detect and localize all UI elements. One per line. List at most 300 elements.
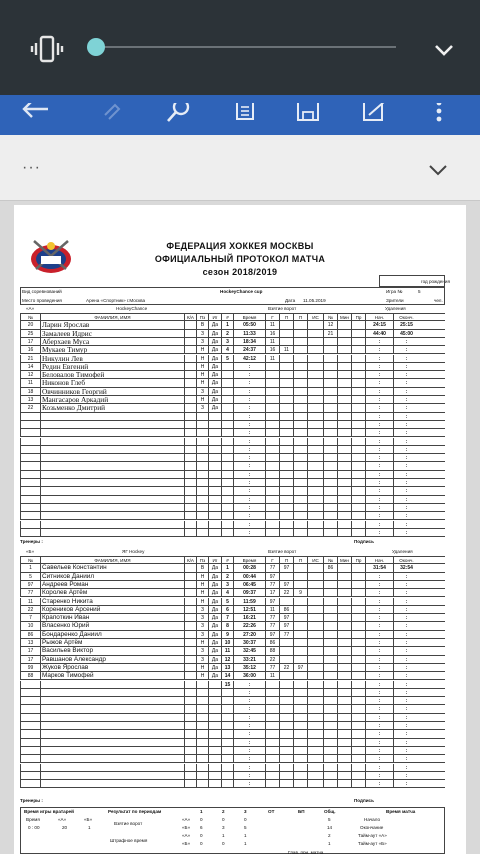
table-row xyxy=(20,330,445,338)
vibrate-icon[interactable] xyxy=(30,32,64,66)
team-b-cell-pr xyxy=(351,622,365,629)
team-a-cell-pr xyxy=(351,438,365,445)
team-a-cell-is xyxy=(307,346,323,353)
document-page xyxy=(14,205,466,854)
team-b-cell-name: Марков Тимофей xyxy=(40,672,184,679)
table-row xyxy=(20,471,445,479)
team-a-cell-no xyxy=(20,487,40,494)
team-a-col-time: Время xyxy=(233,314,265,320)
team-a-cell-time: : xyxy=(233,504,265,511)
team-a-cell-pr xyxy=(351,446,365,453)
team-b-cell-name xyxy=(40,705,184,712)
pen-a-total: 2 xyxy=(328,833,331,838)
team-b-cell-goal_no xyxy=(221,730,233,737)
team-a-cell-min xyxy=(337,346,351,353)
team-a-cell-ka xyxy=(184,371,196,378)
team-a-cell-a1 xyxy=(279,512,293,519)
team-b-cell-pos: Н xyxy=(196,639,208,646)
team-a-cell-a2 xyxy=(293,388,307,395)
team-b-cell-play: Да xyxy=(208,656,221,663)
team-b-cell-end: : xyxy=(393,573,419,580)
team-a-cell-pen_no xyxy=(323,529,337,536)
volume-slider-track[interactable] xyxy=(96,46,396,48)
team-b-cell-time: 12:51 xyxy=(233,606,265,613)
team-a-cell-pos xyxy=(196,529,208,536)
team-a-cell-pos: Н xyxy=(196,371,208,378)
team-a-cell-time: : xyxy=(233,521,265,528)
team-a-cell-start: : xyxy=(365,379,393,386)
team-b-cell-start: : xyxy=(365,606,393,613)
table-row xyxy=(20,487,445,495)
team-b-col-is: ИС xyxy=(307,557,323,563)
team-b-cell-ka xyxy=(184,639,196,646)
team-a-cell-a2 xyxy=(293,404,307,411)
goalie-b-value: 1 xyxy=(88,825,91,830)
team-a-col-no: № xyxy=(20,314,40,320)
team-b-cell-goal_no: 8 xyxy=(221,622,233,629)
team-a-cell-goal_no xyxy=(221,454,233,461)
team-b-cell-name xyxy=(40,755,184,762)
team-a-cell-time: : xyxy=(233,512,265,519)
team-a-cell-start: : xyxy=(365,446,393,453)
team-b-cell-time: 33:21 xyxy=(233,656,265,663)
team-b-cell-pr xyxy=(351,598,365,605)
team-a-cell-goal_no xyxy=(221,529,233,536)
team-b-cell-a2 xyxy=(293,681,307,688)
team-b-cell-play xyxy=(208,780,221,787)
team-a-cell-goal_no xyxy=(221,388,233,395)
team-b-cell-is xyxy=(307,589,323,596)
team-b-cell-pos xyxy=(196,722,208,729)
team-a-cell-play xyxy=(208,479,221,486)
team-b-cell-pen_no xyxy=(323,614,337,621)
team-b-cell-goal_no: 1 xyxy=(221,564,233,571)
team-a-cell-is xyxy=(307,330,323,337)
team-b-cell-is xyxy=(307,697,323,704)
team-a-cell-a1 xyxy=(279,371,293,378)
team-a-cell-is xyxy=(307,446,323,453)
team-b-cell-min xyxy=(337,656,351,663)
team-b-cell-name: Васильев Виктор xyxy=(40,647,184,654)
team-a-cell-a1 xyxy=(279,454,293,461)
team-a-cell-a2 xyxy=(293,496,307,503)
shootout-header: БП xyxy=(298,809,305,814)
more-vertical-icon[interactable] xyxy=(428,95,450,135)
team-a-cell-ka xyxy=(184,346,196,353)
team-a-cell-end: 25:15 xyxy=(393,321,419,328)
team-b-cell-min xyxy=(337,747,351,754)
more-options-icon[interactable]: ··· xyxy=(22,159,41,176)
team-a-cell-a1 xyxy=(279,462,293,469)
team-a-cell-ka xyxy=(184,438,196,445)
team-b-cell-pr xyxy=(351,722,365,729)
team-a-cell-ka xyxy=(184,338,196,345)
team-b-cell-ka xyxy=(184,764,196,771)
team-a-cell-no: 11 xyxy=(20,379,40,386)
team-a-cell-play: Да xyxy=(208,355,221,362)
team-a-cell-g xyxy=(265,487,279,494)
team-a-cell-goal_no xyxy=(221,487,233,494)
table-row xyxy=(20,462,445,470)
table-row xyxy=(20,404,445,412)
team-a-col-ka: К/А xyxy=(184,314,196,320)
team-a-cell-g xyxy=(265,396,279,403)
team-a-cell-no xyxy=(20,521,40,528)
team-a-cell-a1 xyxy=(279,413,293,420)
back-arrow-icon[interactable] xyxy=(18,95,52,135)
team-a-cell-pr xyxy=(351,471,365,478)
venue-value: Арена «Спортник» г.Москва xyxy=(86,298,146,303)
team-b-cell-is xyxy=(307,606,323,613)
team-b-cell-pr xyxy=(351,614,365,621)
team-a-cell-start: : xyxy=(365,504,393,511)
team-b-cell-end: : xyxy=(393,681,419,688)
birth-year-label: год рождения xyxy=(421,279,450,284)
team-b-cell-min xyxy=(337,614,351,621)
team-b-cell-end: : xyxy=(393,739,419,746)
team-a-cell-a2 xyxy=(293,446,307,453)
team-a-cell-g xyxy=(265,512,279,519)
team-b-cell-min xyxy=(337,622,351,629)
team-b-cell-goal_no: 14 xyxy=(221,672,233,679)
team-b-cell-g: 17 xyxy=(265,589,279,596)
team-b-cell-start: : xyxy=(365,573,393,580)
team-b-cell-start: : xyxy=(365,714,393,721)
team-b-cell-pen_no xyxy=(323,631,337,638)
team-a-cell-end: : xyxy=(393,529,419,536)
table-row xyxy=(20,656,445,664)
chevron-down-icon[interactable] xyxy=(430,36,458,64)
chief-referee-label: Глав. при. матча xyxy=(288,850,324,854)
team-a-cell-time: : xyxy=(233,479,265,486)
team-a-cell-a1 xyxy=(279,529,293,536)
reading-view-icon[interactable] xyxy=(230,95,260,135)
team-a-cell-is xyxy=(307,504,323,511)
team-a-cell-a1 xyxy=(279,521,293,528)
team-a-cell-goal_no xyxy=(221,404,233,411)
team-a-cell-play: Да xyxy=(208,404,221,411)
team-b-cell-is xyxy=(307,722,323,729)
team-b-cell-name xyxy=(40,780,184,787)
team-b-cell-no xyxy=(20,780,40,787)
team-a-cell-pen_no xyxy=(323,512,337,519)
team-b-cell-play xyxy=(208,739,221,746)
team-b-cell-a1: 97 xyxy=(279,564,293,571)
team-b-cell-start: : xyxy=(365,705,393,712)
team-a-cell-goal_no xyxy=(221,521,233,528)
team-b-cell-play: Да xyxy=(208,598,221,605)
table-row xyxy=(20,647,445,655)
team-a-cell-pr xyxy=(351,404,365,411)
team-a-cell-g xyxy=(265,496,279,503)
team-a-cell-name: Беловалов Тимофей xyxy=(40,371,184,378)
table-row xyxy=(20,438,445,446)
volume-slider-handle[interactable] xyxy=(87,38,105,56)
expand-ribbon-chevron-icon[interactable] xyxy=(426,158,450,182)
team-a-cell-pos: Н xyxy=(196,363,208,370)
pen-icon[interactable] xyxy=(98,95,128,135)
team-b-cell-ka xyxy=(184,631,196,638)
team-b-cell-play xyxy=(208,681,221,688)
team-a-cell-a1 xyxy=(279,404,293,411)
team-b-cell-g: 77 xyxy=(265,581,279,588)
team-a-cell-start: : xyxy=(365,363,393,370)
team-b-cell-no: 99 xyxy=(20,664,40,671)
team-a-cell-start: : xyxy=(365,438,393,445)
team-a-cell-pr xyxy=(351,529,365,536)
team-a-cell-pos xyxy=(196,487,208,494)
save-icon[interactable] xyxy=(292,95,324,135)
team-a-cell-end: : xyxy=(393,479,419,486)
team-b-cell-start: : xyxy=(365,672,393,679)
team-b-cell-time: 06:45 xyxy=(233,581,265,588)
team-a-cell-min xyxy=(337,355,351,362)
team-a-cell-play: Да xyxy=(208,321,221,328)
team-a-cell-no: 16 xyxy=(20,346,40,353)
team-a-cell-name xyxy=(40,529,184,536)
team-b-cell-g xyxy=(265,764,279,771)
team-a-cell-a2 xyxy=(293,438,307,445)
team-b-cell-a1 xyxy=(279,764,293,771)
team-b-cell-g: 97 xyxy=(265,598,279,605)
team-a-cell-pos xyxy=(196,504,208,511)
team-b-cell-a2 xyxy=(293,573,307,580)
team-a-cell-pen_no xyxy=(323,371,337,378)
team-a-col-pr: Пр xyxy=(351,314,365,320)
team-b-cell-a2 xyxy=(293,672,307,679)
team-b-cell-start: : xyxy=(365,747,393,754)
team-a-cell-a1 xyxy=(279,388,293,395)
team-a-cell-g xyxy=(265,462,279,469)
team-b-cell-a2 xyxy=(293,647,307,654)
team-a-cell-pr xyxy=(351,355,365,362)
team-b-cell-goal_no: 13 xyxy=(221,664,233,671)
team-b-cell-ka xyxy=(184,689,196,696)
team-a-cell-min xyxy=(337,471,351,478)
team-a-header-row xyxy=(20,313,445,321)
team-a-cell-a1 xyxy=(279,438,293,445)
team-a-cell-pen_no xyxy=(323,521,337,528)
team-a-cell-ka xyxy=(184,330,196,337)
team-a-cell-is xyxy=(307,479,323,486)
team-b-cell-no xyxy=(20,722,40,729)
team-a-cell-min xyxy=(337,521,351,528)
team-b-cell-goal_no xyxy=(221,755,233,762)
team-b-cell-name xyxy=(40,681,184,688)
team-a-cell-play xyxy=(208,529,221,536)
team-b-cell-min xyxy=(337,681,351,688)
team-a-cell-g xyxy=(265,471,279,478)
team-a-cell-a1 xyxy=(279,338,293,345)
team-b-cell-a2 xyxy=(293,622,307,629)
team-a-cell-play xyxy=(208,521,221,528)
team-a-cell-name: Мукаев Тимур xyxy=(40,346,184,353)
team-b-cell-min xyxy=(337,730,351,737)
table-row xyxy=(20,606,445,614)
team-a-cell-ka xyxy=(184,512,196,519)
team-b-cell-is xyxy=(307,730,323,737)
team-a-cell-g xyxy=(265,438,279,445)
team-b-cell-pos xyxy=(196,739,208,746)
team-a-cell-pr xyxy=(351,379,365,386)
team-a-cell-min xyxy=(337,479,351,486)
team-b-cell-a2 xyxy=(293,631,307,638)
team-a-cell-a2 xyxy=(293,330,307,337)
team-b-cell-is xyxy=(307,772,323,779)
goals-a-period-value: 0 xyxy=(222,817,225,822)
team-a-cell-play xyxy=(208,487,221,494)
team-a-cell-a1 xyxy=(279,487,293,494)
goalie-a-header: «А» xyxy=(58,817,67,822)
team-b-cell-play: Да xyxy=(208,606,221,613)
team-a-cell-g xyxy=(265,521,279,528)
team-b-cell-end: : xyxy=(393,714,419,721)
team-b-col-end: Оконч. xyxy=(393,557,419,563)
team-a-cell-a1 xyxy=(279,379,293,386)
team-b-cell-pos xyxy=(196,747,208,754)
team-a-cell-ka xyxy=(184,479,196,486)
team-a-cell-ka xyxy=(184,363,196,370)
team-b-cell-goal_no: 12 xyxy=(221,656,233,663)
team-a-cell-name xyxy=(40,479,184,486)
team-b-cell-a1 xyxy=(279,739,293,746)
team-b-cell-a1 xyxy=(279,647,293,654)
team-b-cell-time: 35:12 xyxy=(233,664,265,671)
team-a-cell-no xyxy=(20,413,40,420)
team-b-cell-g xyxy=(265,705,279,712)
team-a-cell-g xyxy=(265,379,279,386)
team-a-cell-name xyxy=(40,446,184,453)
share-edit-icon[interactable] xyxy=(358,95,390,135)
team-b-cell-a1: 22 xyxy=(279,664,293,671)
team-b-cell-pos: З xyxy=(196,606,208,613)
team-a-cell-g xyxy=(265,529,279,536)
table-row xyxy=(20,496,445,504)
team-b-cell-pr xyxy=(351,656,365,663)
team-b-cell-name xyxy=(40,689,184,696)
team-b-cell-g xyxy=(265,689,279,696)
team-b-col-a2: П xyxy=(293,557,307,563)
team-b-cell-a1 xyxy=(279,598,293,605)
team-b-cell-ka xyxy=(184,656,196,663)
team-a-cell-pos: Н xyxy=(196,379,208,386)
team-b-cell-is xyxy=(307,681,323,688)
team-a-cell-time: 11:33 xyxy=(233,330,265,337)
team-a-cell-start: : xyxy=(365,521,393,528)
team-a-cell-is xyxy=(307,521,323,528)
team-a-cell-g: 11 xyxy=(265,355,279,362)
team-a-cell-no xyxy=(20,512,40,519)
team-a-cell-play: Да xyxy=(208,330,221,337)
team-b-cell-min xyxy=(337,589,351,596)
team-b-cell-is xyxy=(307,564,323,571)
goals-row-label: Взятие ворот xyxy=(114,821,143,826)
team-a-cell-play: Да xyxy=(208,396,221,403)
team-a-cell-no xyxy=(20,496,40,503)
team-a-cell-is xyxy=(307,404,323,411)
team-b-cell-no: 7 xyxy=(20,614,40,621)
team-a-col-min: Мин xyxy=(337,314,351,320)
team-a-cell-is xyxy=(307,379,323,386)
team-b-cell-play: Да xyxy=(208,639,221,646)
team-a-cell-g xyxy=(265,371,279,378)
team-a-cell-pr xyxy=(351,521,365,528)
team-b-penalties-header: Удаления xyxy=(392,549,413,554)
team-a-cell-a1 xyxy=(279,504,293,511)
team-b-cell-is xyxy=(307,614,323,621)
table-row xyxy=(20,764,445,772)
team-a-cell-name: Аберхаев Муса xyxy=(40,338,184,345)
team-b-cell-no: 88 xyxy=(20,672,40,679)
team-b-cell-goal_no xyxy=(221,705,233,712)
table-row xyxy=(20,573,445,581)
team-b-cell-name: Кореников Арсений xyxy=(40,606,184,613)
team-b-cell-a2 xyxy=(293,689,307,696)
team-a-tag: «А» xyxy=(26,306,35,311)
team-b-cell-time: : xyxy=(233,697,265,704)
search-icon[interactable] xyxy=(162,95,196,135)
team-a-cell-a1 xyxy=(279,355,293,362)
team-a-cell-is xyxy=(307,471,323,478)
table-row xyxy=(20,755,445,763)
team-a-cell-pos xyxy=(196,479,208,486)
team-a-cell-pr xyxy=(351,479,365,486)
team-a-cell-a2 xyxy=(293,471,307,478)
team-b-cell-no xyxy=(20,755,40,762)
team-a-cell-goal_no: 1 xyxy=(221,321,233,328)
team-b-cell-a1 xyxy=(279,730,293,737)
team-a-cell-name xyxy=(40,454,184,461)
team-b-cell-a1 xyxy=(279,697,293,704)
team-b-cell-is xyxy=(307,705,323,712)
team-b-cell-a2 xyxy=(293,739,307,746)
team-a-cell-min xyxy=(337,379,351,386)
team-b-cell-time: : xyxy=(233,772,265,779)
team-a-cell-pr xyxy=(351,429,365,436)
team-a-cell-play: Да xyxy=(208,338,221,345)
team-b-cell-pen_no xyxy=(323,672,337,679)
team-b-cell-is xyxy=(307,739,323,746)
table-row xyxy=(20,705,445,713)
team-a-cell-a2 xyxy=(293,413,307,420)
team-a-cell-goal_no xyxy=(221,462,233,469)
team-b-col-min: Мин xyxy=(337,557,351,563)
team-b-cell-pen_no xyxy=(323,639,337,646)
overtime-header: ОТ xyxy=(268,809,275,814)
team-a-cell-play xyxy=(208,512,221,519)
team-b-cell-pos: Н xyxy=(196,664,208,671)
team-b-cell-g xyxy=(265,780,279,787)
team-a-cell-play: Да xyxy=(208,371,221,378)
team-a-cell-min xyxy=(337,363,351,370)
team-b-cell-g: 86 xyxy=(265,639,279,646)
team-a-cell-g xyxy=(265,388,279,395)
team-b-cell-start: : xyxy=(365,656,393,663)
team-b-cell-goal_no xyxy=(221,722,233,729)
birth-year-box xyxy=(379,275,445,287)
team-a-cell-no xyxy=(20,462,40,469)
viewers-label: Зрители xyxy=(386,298,404,303)
team-b-col-ka: К/А xyxy=(184,557,196,563)
venue-label: Место проведения xyxy=(22,298,62,303)
team-a-cell-pr xyxy=(351,388,365,395)
team-a-cell-ka xyxy=(184,321,196,328)
team-b-cell-is xyxy=(307,656,323,663)
team-a-cell-no: 18 xyxy=(20,388,40,395)
team-b-cell-min xyxy=(337,606,351,613)
team-b-cell-is xyxy=(307,755,323,762)
team-b-cell-start: : xyxy=(365,764,393,771)
